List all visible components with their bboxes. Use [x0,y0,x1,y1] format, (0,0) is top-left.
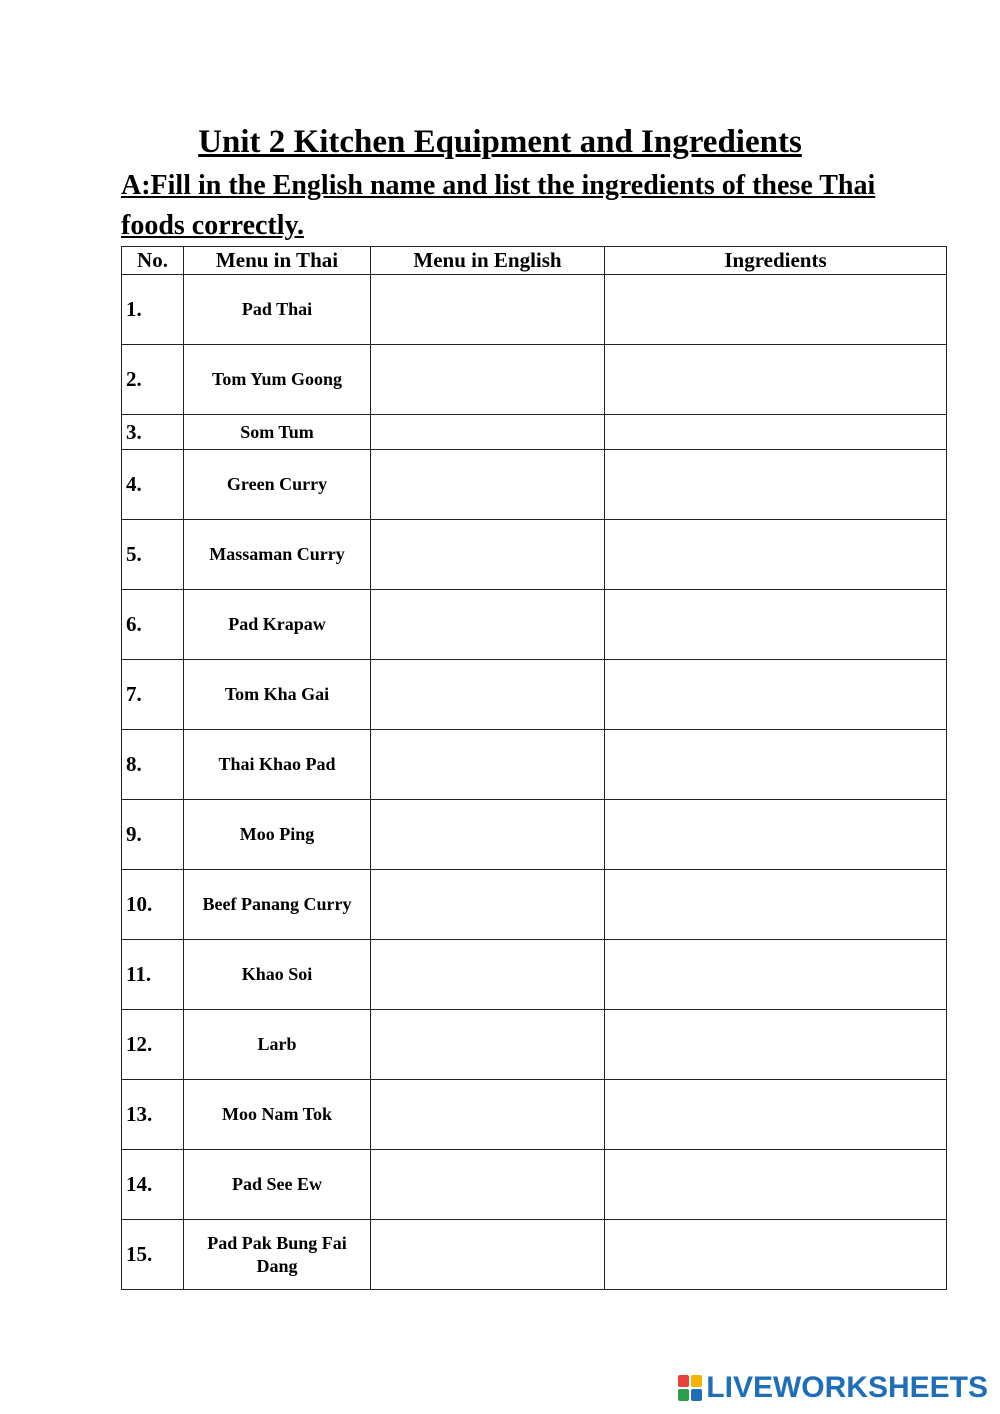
header-no: No. [122,247,184,275]
row-number: 11. [122,940,184,1010]
ingredients-answer[interactable] [605,275,947,345]
row-number: 8. [122,730,184,800]
row-number: 12. [122,1010,184,1080]
header-menu-english: Menu in English [371,247,605,275]
menu-english-answer[interactable] [371,590,605,660]
menu-english-answer[interactable] [371,660,605,730]
ingredients-answer[interactable] [605,415,947,450]
header-ingredients: Ingredients [605,247,947,275]
row-number: 1. [122,275,184,345]
menu-thai-cell: Green Curry [184,450,371,520]
row-number: 15. [122,1220,184,1290]
ingredients-answer[interactable] [605,800,947,870]
table-row [122,800,947,870]
page-title: Unit 2 Kitchen Equipment and Ingredients [198,124,802,160]
table-row [122,1080,947,1150]
table-row [122,415,947,450]
ingredients-answer[interactable] [605,345,947,415]
menu-thai-cell: Pad See Ew [184,1150,371,1220]
menu-english-answer[interactable] [371,730,605,800]
menu-thai-cell: Moo Nam Tok [184,1080,371,1150]
ingredients-answer[interactable] [605,870,947,940]
row-number: 5. [122,520,184,590]
row-number: 9. [122,800,184,870]
table-row [122,1220,947,1290]
table-row [122,1010,947,1080]
menu-english-answer[interactable] [371,450,605,520]
menu-english-answer[interactable] [371,1220,605,1290]
menu-english-answer[interactable] [371,520,605,590]
menu-thai-cell: Larb [184,1010,371,1080]
menu-thai-cell: Som Tum [184,415,371,450]
table-row [122,590,947,660]
menu-english-answer[interactable] [371,275,605,345]
menu-english-answer[interactable] [371,345,605,415]
ingredients-answer[interactable] [605,660,947,730]
instruction-label: A:Fill in the English name and list the ingredients of these Thai foods correctly. [121,170,876,241]
table-row [122,870,947,940]
menu-english-answer[interactable] [371,415,605,450]
menu-thai-cell: Tom Yum Goong [184,345,371,415]
ingredients-answer[interactable] [605,1080,947,1150]
ingredients-answer[interactable] [605,590,947,660]
menu-english-answer[interactable] [371,800,605,870]
table-row [122,940,947,1010]
row-number: 4. [122,450,184,520]
menu-thai-cell: Tom Kha Gai [184,660,371,730]
menu-english-answer[interactable] [371,1150,605,1220]
ingredients-answer[interactable] [605,1010,947,1080]
ingredients-answer[interactable] [605,1220,947,1290]
logo-mark-icon [678,1375,702,1401]
menu-english-answer[interactable] [371,1010,605,1080]
table-row [122,1150,947,1220]
row-number: 2. [122,345,184,415]
menu-thai-cell: Beef Panang Curry [184,870,371,940]
instruction-text [121,166,921,246]
menu-english-answer[interactable] [371,1080,605,1150]
menu-thai-cell: Khao Soi [184,940,371,1010]
header-menu-thai: Menu in Thai [184,247,371,275]
ingredients-answer[interactable] [605,1150,947,1220]
table-row [122,660,947,730]
menu-thai-cell: Massaman Curry [184,520,371,590]
menu-english-answer[interactable] [371,940,605,1010]
logo-text: LIVEWORKSHEETS [706,1371,988,1404]
row-number: 6. [122,590,184,660]
menu-thai-cell: Thai Khao Pad [184,730,371,800]
row-number: 7. [122,660,184,730]
table-row [122,730,947,800]
table-row [122,450,947,520]
table-row [122,275,947,345]
ingredients-answer[interactable] [605,730,947,800]
table-body [122,275,947,1290]
row-number: 3. [122,415,184,450]
liveworksheets-logo [678,1370,988,1406]
menu-thai-cell: Moo Ping [184,800,371,870]
table-row [122,345,947,415]
row-number: 10. [122,870,184,940]
row-number: 14. [122,1150,184,1220]
row-number: 13. [122,1080,184,1150]
menu-thai-cell: Pad Krapaw [184,590,371,660]
ingredients-answer[interactable] [605,450,947,520]
menu-english-answer[interactable] [371,870,605,940]
table-header-row [122,247,947,275]
menu-thai-cell: Pad Thai [184,275,371,345]
menu-thai-cell: Pad Pak Bung Fai Dang [184,1220,371,1290]
table-row [122,520,947,590]
ingredients-answer[interactable] [605,940,947,1010]
ingredients-answer[interactable] [605,520,947,590]
food-table [121,246,947,1290]
